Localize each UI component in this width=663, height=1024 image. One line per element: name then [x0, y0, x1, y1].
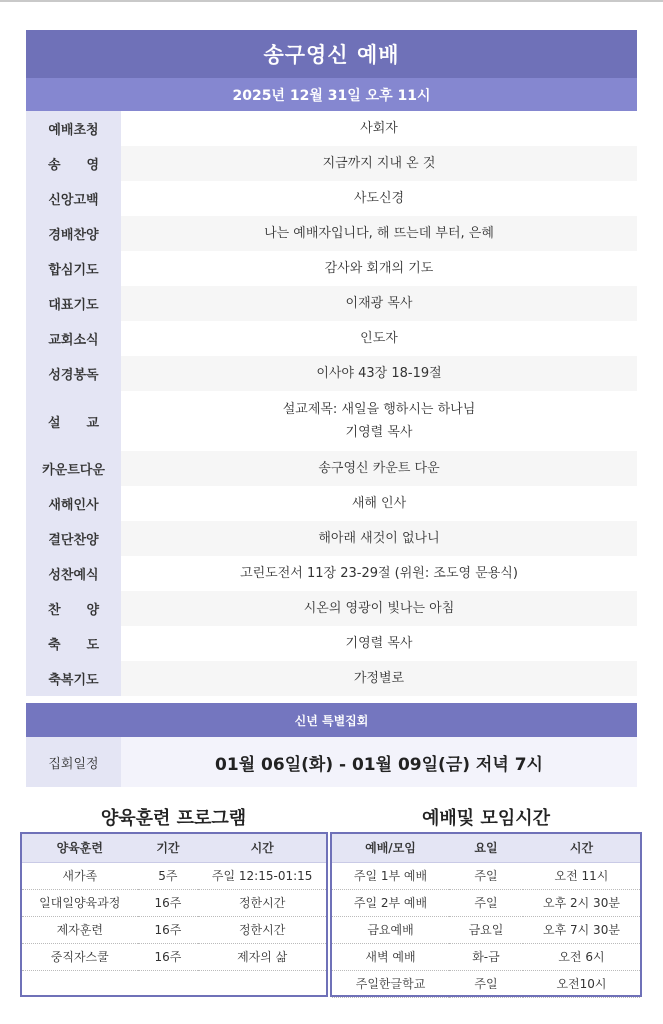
order-label: 송 영: [26, 146, 121, 181]
order-value: [121, 556, 637, 591]
order-value-line: 사도신경: [353, 191, 405, 206]
table-cell: 오전 6시: [523, 943, 640, 970]
table-row: [22, 889, 326, 916]
order-value: [121, 486, 637, 521]
training-table-box: [20, 832, 328, 997]
table-cell: 16주: [138, 916, 199, 943]
order-row: [26, 321, 637, 356]
order-row: [26, 286, 637, 321]
table-row: [332, 943, 640, 970]
order-label: 결단찬양: [26, 521, 121, 556]
special-meeting-title: 신년 특별집회: [26, 703, 637, 737]
order-row: [26, 356, 637, 391]
order-value: [121, 391, 637, 451]
order-row: [26, 661, 637, 696]
training-table: [22, 834, 326, 997]
order-label: 설 교: [26, 391, 121, 451]
order-value: [121, 181, 637, 216]
order-value-line: 나는 예배자입니다, 해 뜨는데 부터, 은혜: [264, 226, 494, 241]
column-header: 시간: [198, 834, 326, 862]
table-cell: 16주: [138, 889, 199, 916]
order-row: [26, 556, 637, 591]
order-value-line: 지금까지 지내 온 것: [322, 156, 436, 171]
order-value-line: 시온의 영광이 빛나는 아침: [303, 601, 455, 616]
table-cell: 주일 2부 예배: [332, 889, 449, 916]
order-label: 신앙고백: [26, 181, 121, 216]
order-value-line: 인도자: [360, 331, 398, 346]
order-value: [121, 626, 637, 661]
table-cell: 새가족: [22, 862, 138, 889]
order-value: [121, 591, 637, 626]
order-value-line: 설교제목: 새일을 행하시는 하나님: [282, 402, 476, 417]
order-value: [121, 111, 637, 146]
order-label: 성경봉독: [26, 356, 121, 391]
order-row: [26, 251, 637, 286]
order-value: [121, 216, 637, 251]
table-cell: 새벽 예배: [332, 943, 449, 970]
order-value-line: 이재광 목사: [345, 296, 413, 311]
worship-times-table: [332, 834, 640, 998]
order-label: 대표기도: [26, 286, 121, 321]
table-row: [332, 970, 640, 997]
order-row: [26, 486, 637, 521]
table-cell: 5주: [138, 862, 199, 889]
table-cell: 중직자스쿨: [22, 943, 138, 970]
empty-row: [22, 970, 326, 997]
order-label: 예배초청: [26, 111, 121, 146]
table-cell: 일대일양육과정: [22, 889, 138, 916]
order-row: [26, 521, 637, 556]
table-row: [22, 862, 326, 889]
table-cell: 오전 11시: [523, 862, 640, 889]
order-value-line: 송구영신 카운트 다운: [318, 461, 440, 476]
order-label: 새해인사: [26, 486, 121, 521]
page-title: 송구영신 예배: [26, 30, 637, 78]
table-cell: 16주: [138, 943, 199, 970]
empty-cell: [138, 970, 199, 997]
order-value-line: 이사야 43장 18-19절: [316, 366, 442, 381]
special-meeting-label: 집회일정: [26, 737, 121, 787]
order-row: [26, 111, 637, 146]
order-value-line: 감사와 회개의 기도: [324, 261, 434, 276]
table-cell: 정한시간: [198, 889, 326, 916]
worship-order-table: [26, 111, 637, 696]
table-cell: 제자훈련: [22, 916, 138, 943]
table-row: [22, 916, 326, 943]
order-value-line: 새해 인사: [351, 496, 407, 511]
order-row: [26, 216, 637, 251]
service-date: 2025년 12월 31일 오후 11시: [26, 78, 637, 111]
order-value-line: 가정별로: [353, 671, 405, 686]
order-row: [26, 591, 637, 626]
table-cell: 주일: [449, 970, 523, 997]
order-value: [121, 146, 637, 181]
table-row: [332, 862, 640, 889]
empty-cell: [198, 970, 326, 997]
order-row: [26, 181, 637, 216]
table-cell: 주일: [449, 889, 523, 916]
table-row: [332, 889, 640, 916]
order-label: 합심기도: [26, 251, 121, 286]
table-cell: 화-금: [449, 943, 523, 970]
order-value-line: 고린도전서 11장 23-29절 (위원: 조도영 문용식): [240, 566, 518, 581]
order-value: [121, 661, 637, 696]
worship-times-title: 예배및 모임시간: [422, 808, 550, 829]
order-label: 찬 양: [26, 591, 121, 626]
special-meeting-schedule: 01월 06일(화) - 01월 09일(금) 저녁 7시: [121, 737, 637, 787]
order-value: [121, 521, 637, 556]
table-cell: 금요예배: [332, 916, 449, 943]
table-row: [22, 943, 326, 970]
order-label: 카운트다운: [26, 451, 121, 486]
worship-times-table-box: [330, 832, 642, 997]
order-row: [26, 146, 637, 181]
table-cell: 금요일: [449, 916, 523, 943]
order-value: [121, 286, 637, 321]
column-header: 양육훈련: [22, 834, 138, 862]
table-row: [332, 916, 640, 943]
order-label: 성찬예식: [26, 556, 121, 591]
order-value: [121, 321, 637, 356]
order-label: 경배찬양: [26, 216, 121, 251]
order-value-line: 해아래 새것이 없나니: [318, 531, 440, 546]
top-divider: [0, 0, 663, 2]
order-value: [121, 356, 637, 391]
order-value-line: 기영렬 목사: [345, 425, 413, 440]
table-cell: 정한시간: [198, 916, 326, 943]
order-row: [26, 626, 637, 661]
table-cell: 주일 1부 예배: [332, 862, 449, 889]
order-label: 교회소식: [26, 321, 121, 356]
empty-cell: [22, 970, 138, 997]
order-label: 축복기도: [26, 661, 121, 696]
order-value: [121, 251, 637, 286]
table-cell: 주일: [449, 862, 523, 889]
table-cell: 주일한글학교: [332, 970, 449, 997]
table-cell: 주일 12:15-01:15: [198, 862, 326, 889]
training-title: 양육훈련 프로그램: [100, 808, 247, 829]
table-cell: 오후 2시 30분: [523, 889, 640, 916]
order-value-line: 사회자: [360, 121, 398, 136]
order-value: [121, 451, 637, 486]
order-label: 축 도: [26, 626, 121, 661]
column-header: 요일: [449, 834, 523, 862]
special-meeting-row: [26, 737, 637, 787]
column-header: 기간: [138, 834, 199, 862]
column-header: 시간: [523, 834, 640, 862]
table-cell: 오후 7시 30분: [523, 916, 640, 943]
table-cell: 제자의 삶: [198, 943, 326, 970]
order-value-line: 기영렬 목사: [345, 636, 413, 651]
order-row: [26, 451, 637, 486]
table-cell: 오전10시: [523, 970, 640, 997]
column-header: 예배/모임: [332, 834, 449, 862]
order-row: [26, 391, 637, 451]
